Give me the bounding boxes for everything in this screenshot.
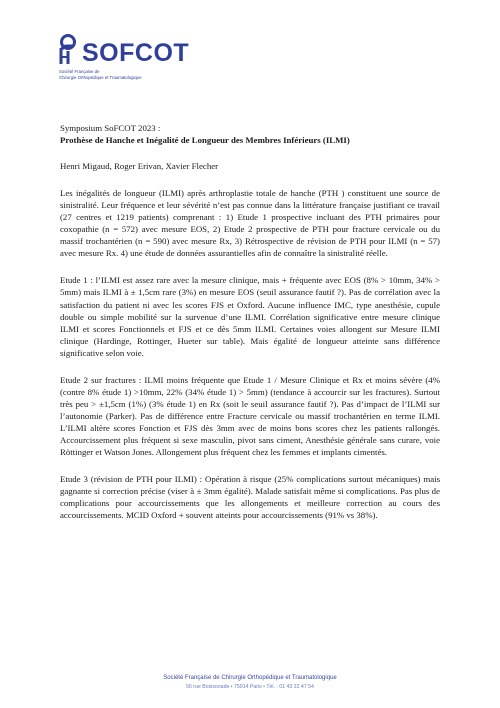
sofcot-logo-icon <box>58 34 84 68</box>
logo-subtitle-line1: Société Française de <box>59 69 100 74</box>
page-footer <box>0 674 500 691</box>
document-title: Prothèse de Hanche et Inégalité de Longueur des Membres Inférieurs (ILMI) <box>60 135 350 146</box>
authors: Henri Migaud, Roger Erivan, Xavier Flecher <box>60 161 219 172</box>
paragraph-etude-3: Etude 3 (révision de PTH pour ILMI) : Opération à risque (25% complications surtout mécaniques) mais gagnante si correction précise (viser à ± 3mm égalité). Malade satisfait même si complications. Pas plus de complications pour accourcissements que les allongements et meilleure correction au cours des accourcissements. MCID Oxford + souvent atteints pour accourcissements (91% vs 38%). <box>60 474 440 521</box>
logo-subtitle <box>59 69 169 80</box>
logo-subtitle-line2: Chirurgie Orthopédique et Traumatologique <box>59 74 142 80</box>
symposium-line: Symposium SoFCOT 2023 : <box>60 123 161 133</box>
document-body <box>60 122 440 521</box>
paragraph-intro: Les inégalités de longueur (ILMI) après arthroplastie totale de hanche (PTH ) constituent une source de sinistralité. Leur fréquence et leur sévérité n’est pas connue dans la littérature française justifiant ce travail (27 centres et 1219 patients) comprenant : 1) Etude 1 prospective incluant des PTH primaires pour coxopathie (n = 572) avec mesure EOS, 2) Etude 2 prospective de PTH pour fracture cervicale ou du massif trochantérien (n = 590) avec mesure Rx, 3) Rétrospective de révision de PTH pour ILMI (n = 57) avec mesure Rx. 4) une étude de données assurantielles afin de connaître la sinistralité réelle. <box>60 188 440 259</box>
paragraph-etude-1: Etude 1 : l’ILMI est assez rare avec la mesure clinique, mais + fréquente avec EOS (8% > 10mm, 34% > 5mm) mais ILMI à ± 1,5cm rare (3%) en mesure EOS (seuil assurance fautif ?). Pas de corrélation avec la satisfaction du patient ni avec les scores FJS et Oxford. Aucune influence IMC, type anesthésie, cupule double ou simple mobilité sur la survenue d’une ILMI. Corrélation significative entre mesure clinique ILMI et scores Fonctionnels et FJS et ce dès 5mm ILMI. Certaines voies allongent sur Mesure ILMI clinique (Hardinge, Rottinger, Hueter sur table). Mais égalité de longueur atteinte sans différence significative selon voie. <box>60 275 440 358</box>
footer-address: 56 rue Boissonade • 75014 Paris • Tél. : 01 43 22 47 54 <box>186 684 314 690</box>
footer-organization: Société Française de Chirurgie Orthopédique et Traumatologique <box>163 675 337 681</box>
sofcot-logo <box>58 34 208 82</box>
paragraph-etude-2: Etude 2 sur fractures : ILMI moins fréquente que Etude 1 / Mesure Clinique et Rx et moins sévère (4% (contre 8% étude 1) >10mm, 22% (34% étude 1) > 5mm) (tendance à accourcir sur les fractures). Surtout très peu > ±1,5cm (1%) (3% étude 1) en Rx (soit le seuil assurance fautif ?). Pas d’impact de l’ILMI sur l’autonomie (Parker). Pas de différence entre Fracture cervicale ou massif trochantérien en terme ILMI. L’ILMI altère scores Fonction et FJS dès 3mm avec de moins bons scores chez les patients rallongés. Accourcissement plus fréquent si sexe masculin, pivot sans ciment, Anesthésie générale sans curare, voie Röttinger et Watson Jones. Allongement plus fréquent chez les femmes et implants cimentés. <box>60 374 440 458</box>
logo-wordmark: SOFCOT <box>82 39 190 67</box>
